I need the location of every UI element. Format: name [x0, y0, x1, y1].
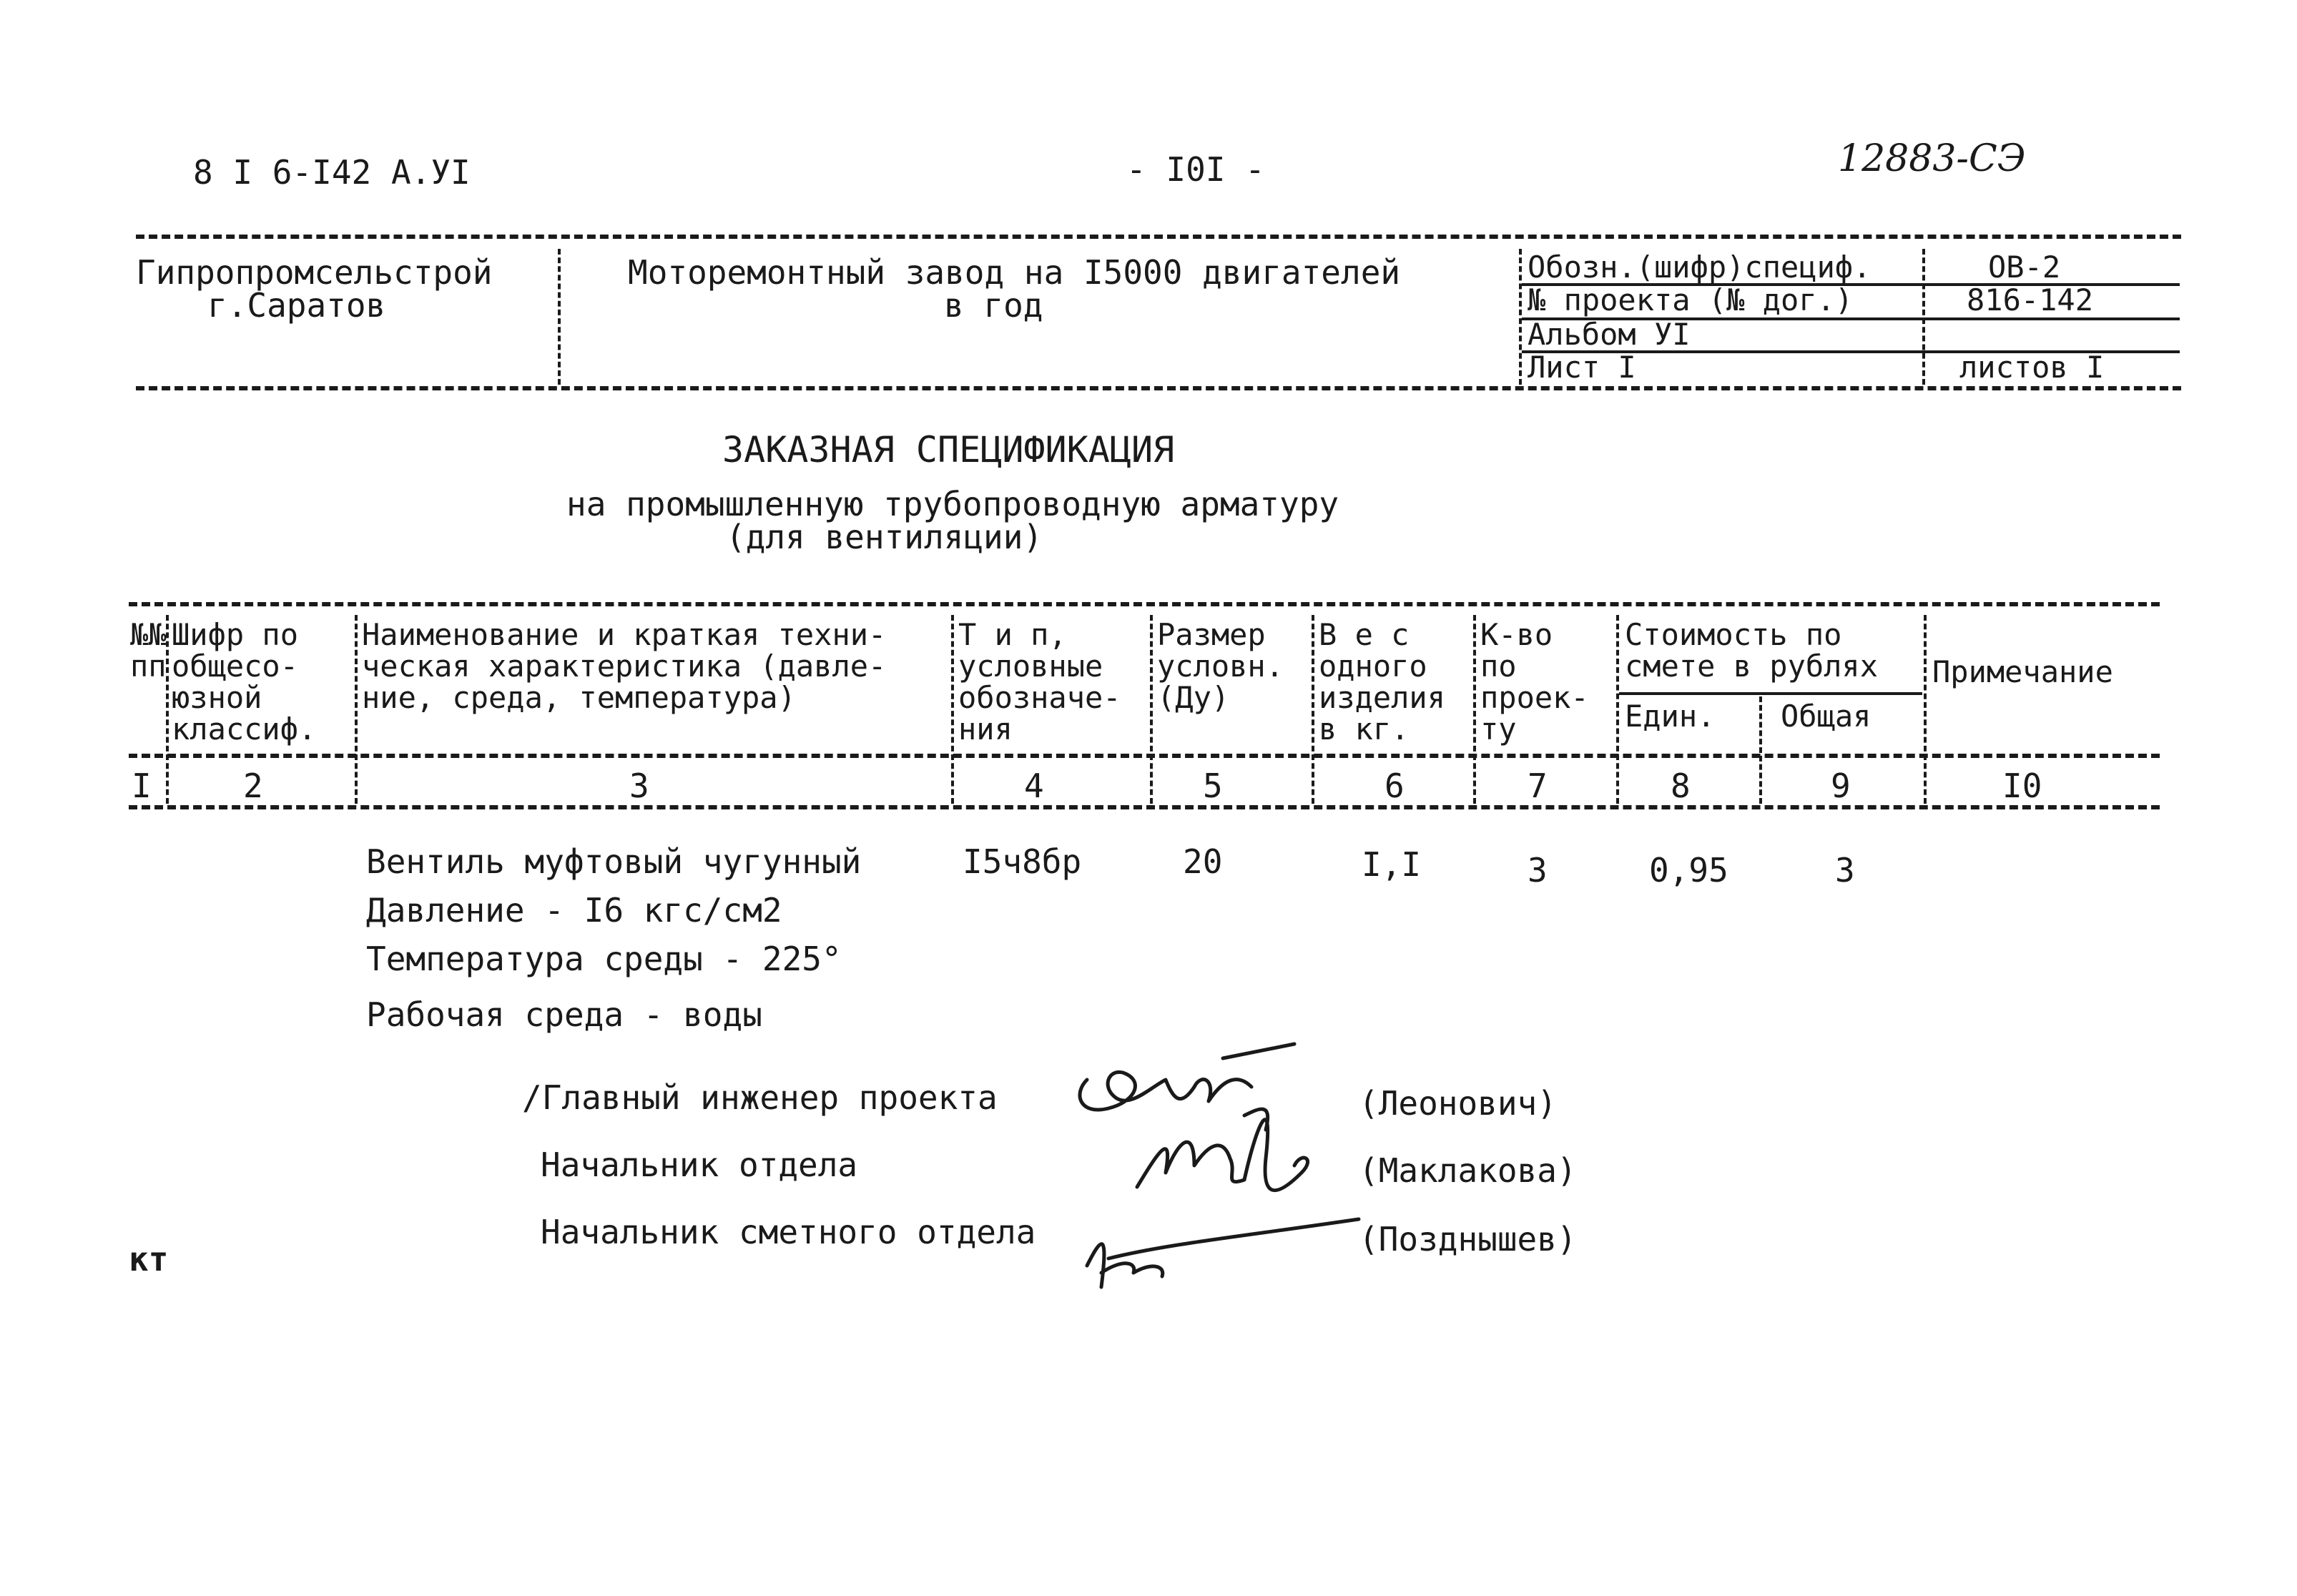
th-weight-3: изделия	[1319, 680, 1446, 715]
handwritten-signatures	[1058, 1030, 1395, 1330]
item-total-cost: 3	[1835, 851, 1855, 890]
organization-city: г.Саратов	[207, 286, 386, 325]
item-unit-cost: 0,95	[1649, 851, 1728, 890]
th-name-2: ческая характеристика (давле-	[362, 649, 887, 684]
th-size-1: Размер	[1157, 617, 1266, 652]
col-sep-6	[1473, 615, 1476, 804]
th-number-1: №№	[130, 617, 167, 652]
table-number-line	[129, 805, 2160, 809]
col-num: I0	[2002, 767, 2042, 805]
col-num: I	[132, 767, 152, 805]
col-num: 2	[243, 767, 263, 805]
stamp-divider-3	[1922, 249, 1925, 385]
th-name-1: Наименование и краткая техни-	[362, 617, 887, 652]
signature-name-1: (Леонович)	[1359, 1084, 1557, 1123]
col-num: 7	[1528, 767, 1548, 805]
sheet-label: Лист I	[1528, 350, 1636, 385]
spec-code-value: ОВ-2	[1988, 250, 2061, 285]
col-num: 3	[629, 767, 649, 805]
th-qty-4: ту	[1480, 711, 1517, 747]
cost-subheader-line	[1619, 692, 1922, 695]
document-subtitle-2: (для вентиляции)	[726, 518, 1043, 556]
table-header-line	[129, 754, 2160, 758]
th-type-1: Т и п,	[958, 617, 1067, 652]
signature-role-3: Начальник сметного отдела	[541, 1213, 1036, 1251]
sheets-total: листов I	[1959, 350, 2105, 385]
spec-code-label: Обозн.(шифр)специф.	[1528, 250, 1871, 285]
th-cost-1: Стоимость по	[1625, 617, 1842, 652]
item-temperature: Температура среды - 225°	[366, 940, 842, 978]
item-size: 20	[1183, 842, 1223, 881]
stamp-top-line	[136, 235, 2181, 239]
th-unit-cost: Един.	[1625, 699, 1716, 734]
th-cost-2: смете в рублях	[1625, 649, 1879, 684]
item-name: Вентиль муфтовый чугунный	[366, 842, 862, 881]
col-num: 4	[1024, 767, 1044, 805]
col-sep-8	[1759, 696, 1762, 804]
item-pressure: Давление - I6 кгс/см2	[366, 891, 782, 930]
th-classif-3: юзной	[172, 680, 262, 715]
col-num: 6	[1384, 767, 1405, 805]
th-qty-3: проек-	[1480, 680, 1589, 715]
document-subtitle: на промышленную трубопроводную арматуру	[566, 485, 1339, 523]
th-weight-1: В е с	[1319, 617, 1410, 652]
project-number-value: 816-142	[1967, 282, 2094, 317]
document-code: 8 I 6-I42 А.УI	[193, 153, 471, 192]
th-type-2: условные	[958, 649, 1103, 684]
item-weight: I,I	[1362, 845, 1422, 884]
col-num: 5	[1203, 767, 1223, 805]
col-num: 8	[1671, 767, 1691, 805]
col-sep-9	[1924, 615, 1927, 804]
th-size-3: (Ду)	[1157, 680, 1230, 715]
document-title: ЗАКАЗНАЯ СПЕЦИФИКАЦИЯ	[722, 429, 1175, 471]
signature-role-2: Начальник отдела	[541, 1146, 858, 1184]
th-total-cost: Общая	[1781, 699, 1871, 734]
item-type: I5ч8бр	[963, 842, 1082, 881]
th-type-3: обозначе-	[958, 680, 1121, 715]
th-qty-1: К-во	[1480, 617, 1553, 652]
object-name: Моторемонтный завод на I5000 двигателей	[628, 253, 1401, 292]
th-qty-2: по	[1480, 649, 1517, 684]
item-quantity: 3	[1528, 851, 1548, 890]
organization-name: Гипропромсельстрой	[136, 253, 493, 292]
project-number-label: № проекта (№ дог.)	[1528, 282, 1854, 317]
page-number: - I0I -	[1126, 150, 1265, 189]
col-sep-7	[1616, 615, 1619, 804]
th-number-2: пп	[130, 649, 167, 684]
object-name-cont: в год	[944, 286, 1043, 325]
col-sep-5	[1312, 615, 1314, 804]
item-medium: Рабочая среда - воды	[366, 995, 762, 1034]
th-note: Примечание	[1932, 654, 2113, 689]
th-classif-1: Шифр по	[172, 617, 299, 652]
signature-name-2: (Маклакова)	[1359, 1151, 1577, 1190]
album-label: Альбом УI	[1528, 317, 1691, 352]
th-classif-2: общесо-	[172, 649, 299, 684]
signature-role-1: /Главный инженер проекта	[522, 1078, 998, 1117]
handwritten-reference: 12883-СЭ	[1838, 137, 2026, 180]
th-weight-4: в кг.	[1319, 711, 1410, 747]
stamp-divider-2	[1519, 249, 1522, 385]
col-num: 9	[1831, 767, 1851, 805]
col-sep-4	[1150, 615, 1153, 804]
stamp-bottom-line	[136, 386, 2181, 390]
col-sep-2	[355, 615, 358, 804]
th-weight-2: одного	[1319, 649, 1427, 684]
th-name-3: ние, среда, температура)	[362, 680, 796, 715]
signature-name-3: (Позднышев)	[1359, 1220, 1577, 1258]
footer-mark: кт	[129, 1240, 169, 1279]
th-classif-4: классиф.	[172, 711, 317, 747]
table-top-line	[129, 602, 2160, 606]
stamp-divider-1	[558, 249, 561, 385]
th-size-2: условн.	[1157, 649, 1284, 684]
th-type-4: ния	[958, 711, 1013, 747]
col-sep-3	[951, 615, 954, 804]
